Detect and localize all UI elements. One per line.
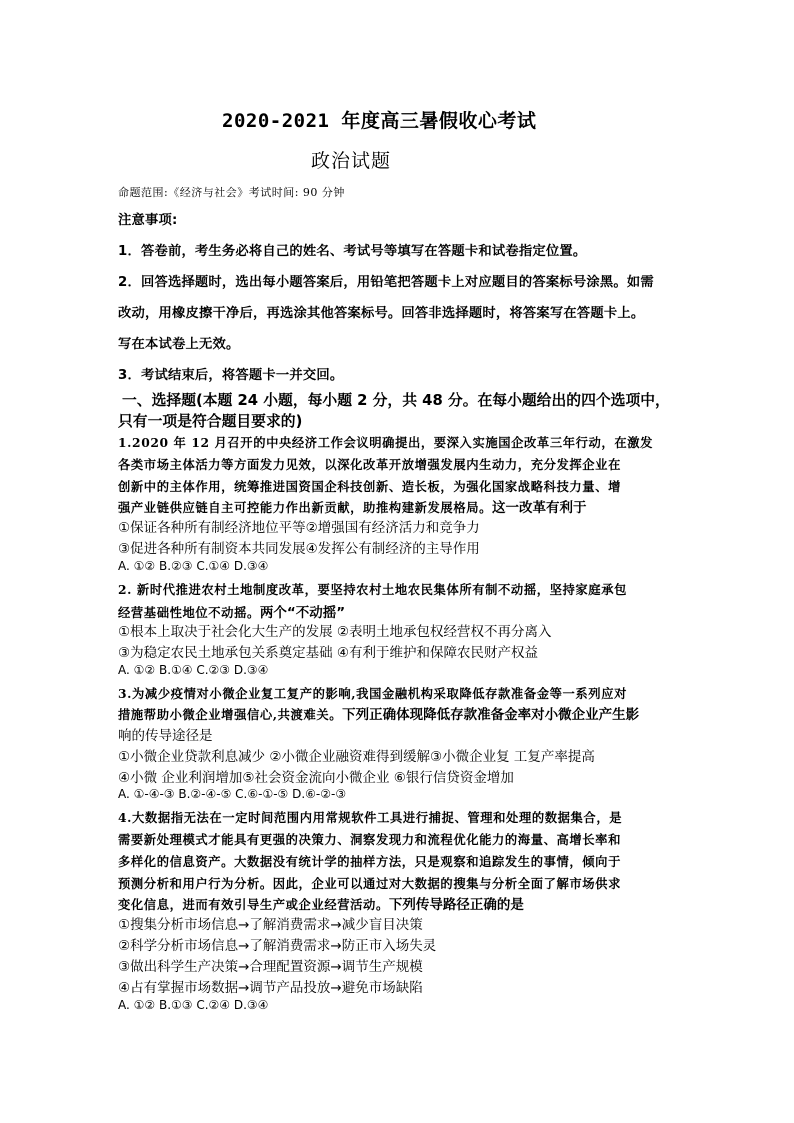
q4-stem-line-4: 预测分析和用户行为分析。因此，企业可以通过对大数据的搜集与分析全面了解市场供求 <box>118 876 621 891</box>
q3-statements-2: ④小微 企业利润增加⑤社会资金流向小微企业 ⑥银行信贷资金增加 <box>118 770 514 786</box>
q4-stem-line-5 <box>118 893 524 913</box>
q2-statements-2: ③为稳定农民土地承包关系奠定基础 ④有利于维护和保障农民财产权益 <box>118 645 538 661</box>
section-1-heading: 一、选择题(本题 24 小题，每小题 2 分，共 48 分。在每小题给出的四个选项中， <box>122 392 670 409</box>
q3-statements-1: ①小微企业贷款利息减少 ②小微企业融资难得到缓解③小微企业复 工复产率提高 <box>118 749 595 765</box>
q2-stem-text: 经营基础性地位不动摇。 <box>118 605 260 620</box>
q4-statement-3: ③做出科学生产决策→合理配置资源→调节生产规模 <box>118 959 423 975</box>
q3-stem-line-2 <box>118 703 639 723</box>
q1-stem-line-1: 1.2020 年 12 月召开的中央经济工作会议明确提出，要深入实施国企改革三年行动，在激发 <box>118 435 654 450</box>
q4-stem-line-1: 4.大数据指无法在一定时间范围内用常规软件工具进行捕捉、管理和处理的数据集合，是 <box>118 810 623 825</box>
q4-statement-2: ②科学分析市场信息→了解消费需求→防正市入场失灵 <box>118 938 437 954</box>
q4-statement-1: ①搜集分析市场信息→了解消费需求→减少盲目决策 <box>118 917 423 933</box>
q1-stem-text: 强产业链供应链自主可控能力作出新贡献，助推构建新发展格局。 <box>118 500 493 515</box>
exam-title: 2020-2021 年度高三暑假收心考试 <box>222 110 537 132</box>
q1-question: 这一改革有利于 <box>492 500 587 516</box>
q2-question: 两个“不动摇” <box>259 605 346 621</box>
q4-stem-line-3: 多样化的信息资产。大数据没有统计学的抽样方法，只是观察和追踪发生的事情，倾向于 <box>118 854 621 869</box>
q3-choices: A. ①-④-③ B.②-④-⑤ C.⑥-①-⑤ D.⑥-②-③ <box>118 787 347 801</box>
note-1: 1．答卷前，考生务必将自己的姓名、考试号等填写在答题卡和试卷指定位置。 <box>118 244 587 259</box>
section-1-heading-cont: 只有一项是符合题目要求的) <box>118 413 303 430</box>
q4-question: 下列传导路径正确的是 <box>388 897 524 913</box>
q2-stem-line-1: 2. 新时代推进农村土地制度改革，要坚持农村土地农民集体所有制不动摇，坚持家庭承包 <box>118 582 628 597</box>
exam-scope: 命题范围:《经济与社会》考试时间: 90 分钟 <box>118 186 345 199</box>
q1-stem-line-3: 创新中的主体作用，统筹推进国资国企科技创新、造长板，为强化国家战略科技力量、增 <box>118 479 621 494</box>
q4-stem-line-2: 需要新处理模式才能具有更强的决策力、洞察发现力和流程优化能力的海量、高增长率和 <box>118 832 621 847</box>
q1-statements-1: ①保证各种所有制经济地位平等②增强国有经济活力和竞争力 <box>118 520 480 536</box>
q2-stem-line-2 <box>118 601 345 621</box>
q1-stem-line-4 <box>118 496 587 516</box>
q3-stem-line-1: 3.为减少疫情对小微企业复工复产的影响,我国金融机构采取降低存款准备金等一系列应对 <box>118 686 628 701</box>
q3-stem-line-3: 响的传导途径是 <box>118 728 213 744</box>
q3-stem-text: 措施帮助小微企业增强信心,共渡难关。 <box>118 707 343 722</box>
note-2-line-2: 改动，用橡皮擦干净后，再选涂其他答案标号。回答非选择题时，将答案写在答题卡上。 <box>118 306 645 321</box>
note-3: 3．考试结束后，将答题卡一并交回。 <box>118 368 344 383</box>
q1-choices: A. ①② B.②③ C.①④ D.③④ <box>118 559 269 573</box>
q3-question: 下列正确体现降低存款准备金率对小微企业产生影 <box>342 707 640 723</box>
q1-stem-line-2: 各类市场主体活力等方面发力见效，以深化改革开放增强发展内生动力，充分发挥企业在 <box>118 457 621 472</box>
q4-stem-text: 变化信息，进而有效引导生产或企业经营活动。 <box>118 897 389 912</box>
exam-subject: 政治试题 <box>311 150 392 172</box>
notes-heading: 注意事项: <box>118 213 178 228</box>
note-2-line-1: 2．回答选择题时，选出每小题答案后，用铅笔把答题卡上对应题目的答案标号涂黑。如需 <box>118 275 654 290</box>
q2-statements-1: ①根本上取决于社会化大生产的发展 ②表明土地承包权经营权不再分离入 <box>118 624 552 640</box>
q1-statements-2: ③促进各种所有制资本共同发展④发挥公有制经济的主导作用 <box>118 541 480 557</box>
q2-choices: A. ①② B.①④ C.②③ D.③④ <box>118 663 269 677</box>
note-2-line-3: 写在本试卷上无效。 <box>118 337 240 352</box>
q4-choices: A. ①② B.①③ C.②④ D.③④ <box>118 998 269 1012</box>
q4-statement-4: ④占有掌握市场数据→调节产品投放→避免市场缺陷 <box>118 980 423 996</box>
